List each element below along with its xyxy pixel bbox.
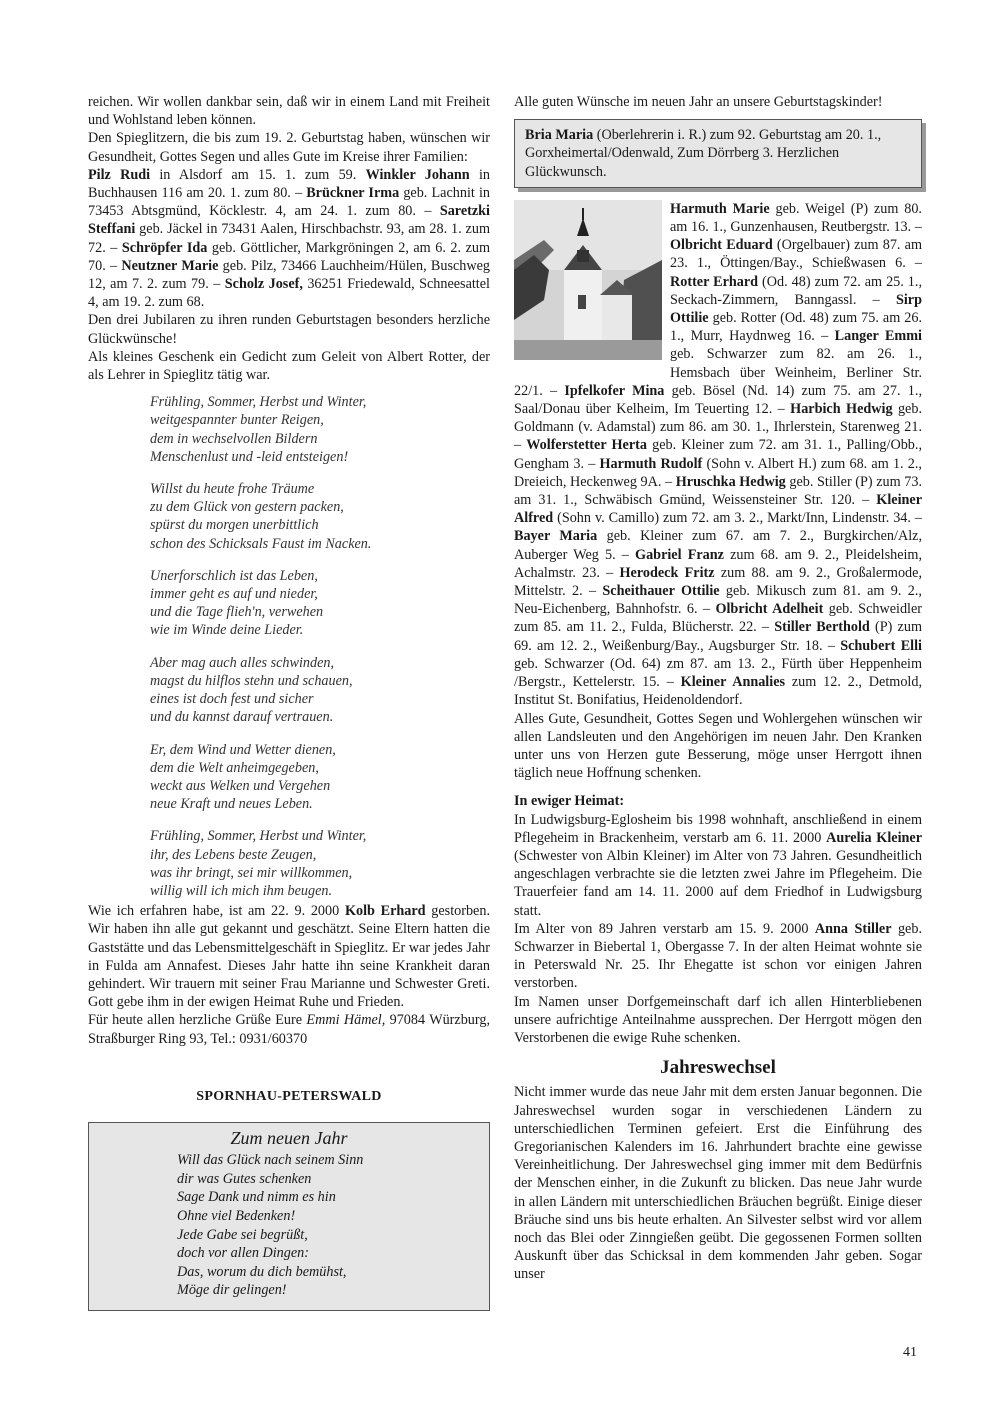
church-photo [514, 200, 662, 360]
person-name: Harbich Hedwig [790, 401, 893, 418]
person-detail: geb. Mikusch zum 81. am 9. 2., Neu-Eichenberg, Bahnhofstr. 6. – [514, 583, 922, 618]
person-detail: (P) zum 69. am 12. 2., Weißenburg/Bay., Augsburger Str. 18. – [514, 619, 922, 654]
jahreswechsel-text: Nicht immer wurde das neue Jahr mit dem ersten Januar begonnen. Die Jahreswechsel wurden sogar in verschiedenen Ländern zu unterschiedlichen Terminen gefeiert. Erst die Einführung des Gregorianischen Kalenders im 16. Jahrhundert brachte eine gewisse Vereinheitlichung. Der Jahreswechsel ging immer mit dem Bedürfnis der Menschen einher, in die Zukunft zu blicken. Das neue Jahr wurde in allen Ländern mit unterschiedlichen Bräuchen begrüßt. Einige dieser Bräuche sind uns bis heute erhalten. An Silvester selbst wird vor allem noch das Blei oder Zinngießen geübt. Die gegossenen Formen sollten Auskunft über das Schicksal in dem kommenden Jahr geben. Sogar unser [514, 1084, 922, 1283]
person-detail: 36251 Friedewald, Schneesattel 4, am 19. 2. zum 68. [88, 276, 490, 311]
poem-line: Unerforschlich ist das Leben, [150, 567, 318, 584]
poem-stanza [150, 741, 490, 814]
person-detail: geb. Schwarzer zum 82. am 26. 1., Hemsbach über Weinheim, Berliner Str. 22/1. – [514, 346, 922, 399]
poem-line: eines ist doch fest und sicher [150, 691, 314, 708]
person-detail: geb. Weigel (P) zum 80. am 16. 1., Gunzenhausen, Reutbergstr. 13. – [670, 200, 922, 236]
person-name: Scholz Josef, [224, 276, 303, 293]
person-detail: zum 68. am 9. 2., Pleidelsheim, Achalmstr. 23. – [514, 546, 923, 581]
section-title: SPORNHAU-PETERSWALD [196, 1088, 382, 1104]
person-name: Harmuth Rudolf [599, 455, 703, 472]
person-name: Pilz Rudi [88, 166, 151, 183]
person-name: Wolferstetter Herta [526, 437, 647, 454]
person-name: Olbricht Eduard [670, 237, 773, 254]
box-poem-line: Ohne viel Bedenken! [177, 1207, 296, 1224]
poem-intro: Als kleines Geschenk ein Gedicht zum Geleit von Albert Rotter, der als Lehrer in Spieglitz tätig war. [88, 348, 490, 384]
person-name: Olbricht Adelheit [715, 601, 824, 618]
person-name: Harmuth Marie [670, 200, 770, 217]
spieglitz-birthday-list [88, 166, 490, 312]
person-name: Rotter Erhard [670, 273, 759, 290]
aurelia-pre: In Ludwigsburg-Eglosheim bis 1998 wohnhaft, anschließend in einem Pflegeheim in Brackenheim, verstarb am 6. 11. 2000 [514, 811, 922, 846]
person-detail: in Buchhausen 116 am 20. 1. zum 80. – [88, 166, 490, 202]
poem-stanza [150, 480, 490, 553]
person-detail: geb. Göttlicher, Markgröningen 2, am 6. 2. zum 70. – [88, 239, 491, 274]
person-name: Schröpfer Ida [121, 239, 208, 256]
person-detail: geb. Goldmann (v. Adamstal) zum 86. am 30. 1., Ihrlerstein, Starenweg 21. – [514, 401, 922, 454]
person-detail: geb. Schwarzer (Od. 64) zm 87. am 13. 2., Fürth über Heppenheim /Bergstr., Kettelerstr. 15. – [514, 655, 922, 691]
person-detail: geb. Rotter (Od. 48) zum 75. am 26. 1., Murr, Haydnweg 16. – [670, 310, 922, 345]
bria-box [514, 119, 922, 188]
poem-line: dem die Welt anheimgegeben, [150, 759, 319, 776]
box-poem-line: doch vor allen Dingen: [177, 1245, 309, 1262]
poem-line: Willst du heute frohe Träume [150, 481, 315, 498]
kolb-text-post: gestorben. Wir haben ihn alle gut gekannt und geschätzt. Seine Eltern hatten die Gaststätte und das Lebensmittelgeschäft in Spieglitz. Er war jedes Jahr in Fulda am Annafest. Dieses Jahr hatte ihn seine Krankheit daran gehindert. Wir trauern mit seiner Frau Marianne und Schwester Greti. Gott gebe ihm in der ewigen Heimat Ruhe und Frieden. [88, 903, 490, 1011]
person-detail: (Orgelbauer) zum 87. am 23. 1., Öttingen/Bay., Schießwasen 6. – [670, 237, 922, 272]
aurelia-obituary [514, 811, 922, 920]
poem-line: willig will ich mich ihm beugen. [150, 882, 333, 899]
right-column [514, 93, 922, 1284]
poem-line: weckt aus Welken und Vergehen [150, 777, 331, 794]
author-name: Emmi Hämel, [306, 1012, 386, 1029]
person-detail: geb. Stiller (P) zum 73. am 31. 1., Schwäbisch Gmünd, Weissensteiner Str. 120. – [514, 473, 923, 509]
poem-line: weitgespannter bunter Reigen, [150, 412, 324, 429]
poem-line: ihr, des Lebens beste Zeugen, [150, 846, 317, 863]
person-detail: geb. Kleiner zum 67. am 7. 2., Burgkirchen/Alz, Auberger Weg 5. – [514, 528, 922, 563]
bria-name: Bria Maria [525, 127, 594, 144]
condolence-paragraph: Im Namen unser Dorfgemeinschaft darf ich allen Hinterbliebenen unsere aufrichtige Anteilnahme aussprechen. Der Herrgott mögen den Verstorbenen die ewige Ruhe schenken. [514, 993, 922, 1046]
box-poem-line: Jede Gabe sei begrüßt, [177, 1226, 308, 1243]
box-poem-title: Zum neuen Jahr [230, 1127, 348, 1148]
poem-line: Menschenlust und -leid entsteigen! [150, 448, 349, 465]
poem-line: neue Kraft und neues Leben. [150, 796, 313, 813]
greeting-signoff [88, 1011, 490, 1047]
anna-post: geb. Schwarzer in Biebertal 1, Obergasse 7. In der alten Heimat wohnte sie in Peterswald Nr. 25. Ihr Ehegatte ist schon vor einigen Jahren verstorben. [514, 920, 922, 992]
person-detail: zum 88. am 9. 2., Großalermode, Mittelstr. 2. – [514, 564, 922, 600]
page-number: 41 [903, 1345, 917, 1360]
poem-line: dem in wechselvollen Bildern [150, 430, 318, 447]
box-poem-line: Will das Glück nach seinem Sinn [177, 1152, 364, 1169]
heimat-heading: In ewiger Heimat: [514, 793, 625, 810]
person-detail: geb. Jäckel in 73431 Aalen, Hirschbachstr. 93, am 28. 1. zum 72. – [88, 221, 490, 256]
poem-stanza [150, 393, 490, 466]
birthday-greeting: Alle guten Wünsche im neuen Jahr an unsere Geburtstagskinder! [514, 94, 883, 110]
poem-line: zu dem Glück von gestern packen, [150, 499, 344, 516]
person-name: Herodeck Fritz [619, 564, 715, 581]
poem-line: was ihr bringt, sei mir willkommen, [150, 864, 353, 881]
poem-line: Er, dem Wind und Wetter dienen, [150, 741, 336, 758]
person-detail: (Od. 48) zum 72. am 25. 1., Seckach-Zimmern, Banngassl. – [670, 273, 922, 308]
person-name: Schubert Elli [840, 637, 922, 654]
person-detail: geb. Schweidler zum 85. am 11. 2., Fulda, Blücherstr. 22. – [514, 601, 923, 636]
gruss-pre: Für heute allen herzliche Grüße Eure [88, 1012, 307, 1029]
person-name: Ipfelkofer Mina [564, 382, 665, 399]
person-detail: (Sohn v. Albert H.) zum 68. am 1. 2., Dreieich, Heckenweg 9A. – [514, 455, 922, 490]
poem-line: Frühling, Sommer, Herbst und Winter, [150, 828, 367, 845]
poem-line: wie im Winde deine Lieder. [150, 622, 304, 639]
box-poem-line: Möge dir gelingen! [177, 1282, 287, 1299]
person-name: Sirp Ottilie [670, 291, 922, 327]
person-name: Kleiner Alfred [514, 492, 922, 527]
jubilare-paragraph: Den drei Jubilaren zu ihren runden Geburtstagen besonders herzliche Glückwünsche! [88, 312, 490, 347]
person-name: Saretzki Steffani [88, 203, 490, 238]
person-name: Stiller Berthold [774, 619, 870, 636]
intro-paragraph: reichen. Wir wollen dankbar sein, daß wir in einem Land mit Freiheit und Wohlstand leben können. [88, 94, 490, 129]
person-detail: in Alsdorf am 15. 1. zum 59. [150, 166, 366, 183]
poem-line: magst du hilflos stehn und schauen, [150, 672, 353, 689]
person-name: Kleiner Annalies [680, 674, 786, 691]
person-detail: geb. Bösel (Nd. 14) zum 75. am 27. 1., Saal/Donau über Kelheim, Im Teuerting 12. – [514, 382, 922, 418]
aurelia-name: Aurelia Kleiner [826, 829, 922, 846]
poem [150, 393, 490, 900]
spieglitz-intro: Den Spieglitzern, die bis zum 19. 2. Geburtstag haben, wünschen wir Gesundheit, Gottes Segen und alles Gute im Kreise ihrer Familien: [88, 130, 490, 165]
poem-stanza [150, 827, 490, 900]
box-poem-line: dir was Gutes schenken [177, 1170, 312, 1187]
person-detail: zum 12. 2., Detmold, Institut St. Bonifatius, Heidenoldendorf. [514, 674, 922, 709]
anna-name: Anna Stiller [814, 920, 892, 937]
poem-line: schon des Schicksals Faust im Nacken. [150, 535, 372, 552]
wishes-paragraph: Alles Gute, Gesundheit, Gottes Segen und Wohlergehen wünschen wir allen Landsleuten und den Angehörigen im neuen Jahr. Den Kranken unter uns von Herzen gute Besserung, möge unser Herrgott ihnen täglich neue Hoffnung schenken. [514, 710, 922, 782]
poem-line: immer geht es auf und nieder, [150, 586, 318, 603]
box-poem-line: Sage Dank und nimm es hin [177, 1189, 336, 1206]
person-detail: geb. Lachnit in 73453 Abtsgmünd, Köcklestr. 4, am 24. 1. zum 80. – [88, 185, 491, 220]
person-name: Hruschka Hedwig [675, 473, 786, 490]
anna-obituary [514, 920, 922, 993]
church-image [514, 200, 662, 360]
person-name: Gabriel Franz [635, 546, 724, 563]
person-name: Bayer Maria [514, 528, 598, 545]
person-detail: geb. Kleiner zum 72. am 31. 1., Palling/Obb., Gengham 3. – [514, 437, 922, 472]
poem-stanza [150, 654, 490, 727]
poem-line: Frühling, Sommer, Herbst und Winter, [150, 394, 367, 411]
kolb-obituary [88, 902, 490, 1011]
poem-line: spürst du morgen unerbittlich [150, 517, 319, 534]
kolb-name: Kolb Erhard [344, 903, 426, 920]
left-column [88, 93, 490, 1311]
poem-stanza [150, 567, 490, 640]
person-name: Neutzner Marie [121, 257, 219, 274]
anna-pre: Im Alter von 89 Jahren verstarb am 15. 9. 2000 [514, 920, 815, 937]
person-name: Winkler Johann [365, 166, 470, 183]
person-name: Brückner Irma [306, 185, 400, 202]
person-name: Langer Emmi [834, 328, 923, 345]
poem-line: und die Tage flieh'n, verwehen [150, 604, 324, 621]
person-name: Scheithauer Ottilie [602, 583, 720, 600]
kolb-text-pre: Wie ich erfahren habe, ist am 22. 9. 2000 [88, 903, 345, 920]
bria-detail: (Oberlehrerin i. R.) zum 92. Geburtstag am 20. 1., Gorxheimertal/Odenwald, Zum Dörrberg 3. Herzlichen Glückwunsch. [525, 127, 882, 180]
jahreswechsel-title: Jahreswechsel [660, 1057, 776, 1079]
bria-text [525, 126, 913, 181]
new-year-poem-box [88, 1122, 490, 1311]
person-detail: (Sohn v. Camillo) zum 72. am 3. 2., Markt/Inn, Lindenstr. 34. – [553, 510, 922, 527]
person-detail: geb. Pilz, 73466 Lauchheim/Hülen, Buschweg 12, am 7. 2. zum 79. – [88, 257, 490, 293]
poem-line: und du kannst darauf vertrauen. [150, 709, 334, 726]
box-poem-line: Das, worum du dich bemühst, [177, 1263, 347, 1280]
gruss-post: 97084 Würzburg, Straßburger Ring 93, Tel.: 0931/60370 [88, 1012, 490, 1047]
aurelia-post: (Schwester von Albin Kleiner) im Alter von 73 Jahren. Gesundheitlich angeschlagen verbrachte sie die letzten zwei Jahre im Pflegeheim. Die Trauerfeier fand am 14. 11. 2000 auf dem Friedhof in Ludwigsburg statt. [514, 847, 922, 919]
poem-line: Aber mag auch alles schwinden, [150, 654, 335, 671]
